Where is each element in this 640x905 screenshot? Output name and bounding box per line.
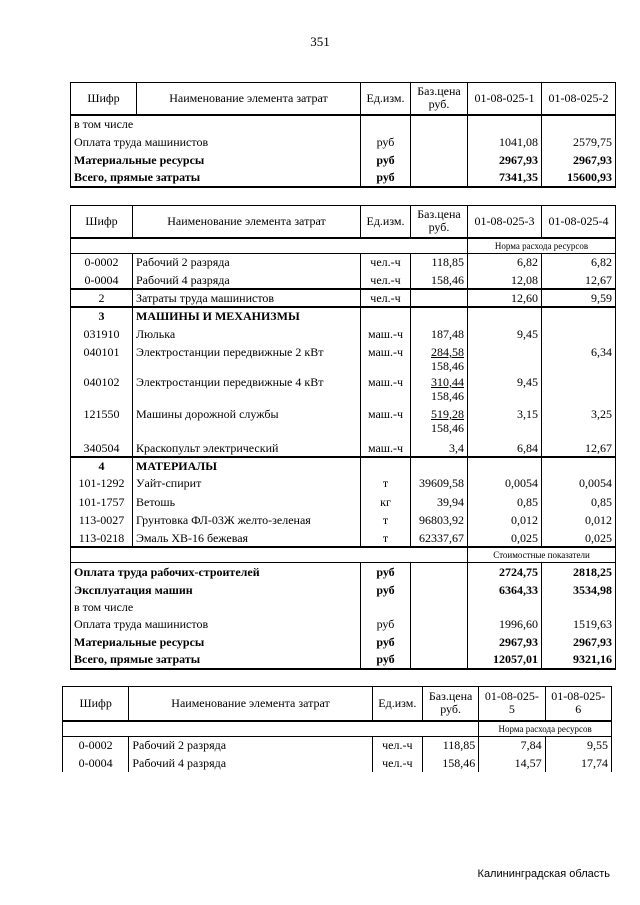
header-col-2: 01-08-025-2 [542, 83, 616, 115]
row-unit: кг [361, 493, 411, 511]
total-name: Оплата труда машинистов [71, 615, 361, 633]
total-row [71, 599, 616, 615]
norm-label: Норма расхода ресурсов [479, 721, 612, 737]
row-value-2: 6,34 [542, 345, 616, 375]
row-name: в том числе [71, 115, 361, 133]
row-name: Рабочий 4 разряда [133, 271, 361, 289]
price-primary: 310,44 [431, 375, 464, 389]
row-unit: чел.-ч [372, 736, 422, 754]
norm-label-row [63, 721, 612, 737]
row-unit: чел.-ч [361, 289, 411, 307]
table-row [71, 253, 616, 271]
row-value-1: 14,57 [479, 754, 545, 772]
row-value-2: 12,67 [542, 439, 616, 457]
total-value-2 [542, 599, 616, 615]
row-price: 118,85 [411, 253, 468, 271]
row-price [411, 375, 468, 407]
section-header-row [71, 307, 616, 323]
header-price: Баз.цена руб. [422, 687, 478, 721]
row-value-1: 1041,08 [468, 133, 542, 151]
row-price: 96803,92 [411, 511, 468, 529]
header-unit: Ед.изм. [361, 83, 411, 115]
row-value-1: 6,82 [468, 253, 542, 271]
row-unit: т [361, 473, 411, 493]
row-code: 121550 [71, 407, 133, 439]
table-row [71, 375, 616, 407]
row-unit: маш.-ч [361, 323, 411, 345]
row-unit: руб [361, 169, 411, 187]
row-unit: чел.-ч [372, 754, 422, 772]
row-code: 2 [71, 289, 133, 307]
table-row [71, 115, 616, 133]
row-unit: чел.-ч [361, 271, 411, 289]
header-price: Баз.цена руб. [411, 206, 468, 238]
table-header-row [63, 687, 612, 721]
row-value-2: 3,25 [542, 407, 616, 439]
row-code: 101-1292 [71, 473, 133, 493]
row-unit: руб [361, 133, 411, 151]
row-name: Эмаль ХВ-16 бежевая [133, 529, 361, 547]
cost-label: Стоимостные показатели [468, 547, 616, 563]
total-row [71, 563, 616, 581]
total-value-2: 2818,25 [542, 563, 616, 581]
header-col-4: 01-08-025-4 [542, 206, 616, 238]
total-unit [361, 599, 411, 615]
row-price [411, 407, 468, 439]
total-unit: руб [361, 563, 411, 581]
row-name: Машины дорожной службы [133, 407, 361, 439]
row-code: 040101 [71, 345, 133, 375]
row-price: 158,46 [422, 754, 478, 772]
header-price: Баз.цена руб. [411, 83, 468, 115]
row-name: Электростанции передвижные 2 кВт [133, 345, 361, 375]
total-row [71, 633, 616, 651]
total-unit: руб [361, 615, 411, 633]
section-header-row [71, 457, 616, 473]
row-value-2: 2579,75 [542, 133, 616, 151]
table-row [71, 151, 616, 169]
row-name: Ветошь [133, 493, 361, 511]
total-unit: руб [361, 633, 411, 651]
row-value-1: 12,60 [468, 289, 542, 307]
row-value-1: 0,012 [468, 511, 542, 529]
total-name: Эксплуатация машин [71, 581, 361, 599]
row-value-2: 0,012 [542, 511, 616, 529]
row-unit: маш.-ч [361, 407, 411, 439]
total-name: в том числе [71, 599, 361, 615]
row-value-1: 12,08 [468, 271, 542, 289]
row-name: Затраты труда машинистов [133, 289, 361, 307]
price-primary: 519,28 [431, 407, 464, 421]
header-unit: Ед.изм. [361, 206, 411, 238]
total-value-2: 1519,63 [542, 615, 616, 633]
footer-region-label: Калининградская область [477, 868, 610, 880]
row-value-2: 2967,93 [542, 151, 616, 169]
header-code: Шифр [71, 206, 133, 238]
row-unit: маш.-ч [361, 375, 411, 407]
row-name: Оплата труда машинистов [71, 133, 361, 151]
total-value-2: 9321,16 [542, 651, 616, 669]
row-value-2: 9,55 [545, 736, 611, 754]
row-value-2 [542, 323, 616, 345]
total-row [71, 581, 616, 599]
total-value-1: 2967,93 [468, 633, 542, 651]
row-code: 113-0027 [71, 511, 133, 529]
header-name: Наименование элемента затрат [129, 687, 372, 721]
row-price: 62337,67 [411, 529, 468, 547]
row-price: 158,46 [411, 271, 468, 289]
header-col-3: 01-08-025-3 [468, 206, 542, 238]
row-value-1: 7341,35 [468, 169, 542, 187]
table-header-row [71, 83, 616, 115]
section-code: 3 [71, 307, 133, 323]
section-title: МАШИНЫ И МЕХАНИЗМЫ [133, 307, 361, 323]
page-number: 351 [310, 34, 330, 49]
table-row [71, 345, 616, 375]
table-row [71, 473, 616, 493]
cost-table-1 [70, 82, 616, 188]
total-value-1: 6364,33 [468, 581, 542, 599]
row-value-1: 6,84 [468, 439, 542, 457]
table-row [63, 754, 612, 772]
table-header-row [71, 206, 616, 238]
header-code: Шифр [63, 687, 129, 721]
row-value-1 [468, 115, 542, 133]
price-secondary: 158,46 [431, 421, 464, 435]
table-row [71, 407, 616, 439]
row-value-2: 0,025 [542, 529, 616, 547]
row-name: Рабочий 4 разряда [129, 754, 372, 772]
price-secondary: 158,46 [431, 389, 464, 403]
header-col-5: 01-08-025-5 [479, 687, 545, 721]
total-value-2: 2967,93 [542, 633, 616, 651]
row-name: Грунтовка ФЛ-03Ж желто-зеленая [133, 511, 361, 529]
price-primary: 284,58 [431, 345, 464, 359]
total-unit: руб [361, 651, 411, 669]
norm-label-row [71, 238, 616, 254]
header-col-6: 01-08-025-6 [545, 687, 611, 721]
header-unit: Ед.изм. [372, 687, 422, 721]
row-name: Электростанции передвижные 4 кВт [133, 375, 361, 407]
row-code: 340504 [71, 439, 133, 457]
row-value-1: 3,15 [468, 407, 542, 439]
row-unit: руб [361, 151, 411, 169]
table-row [71, 323, 616, 345]
row-code: 101-1757 [71, 493, 133, 511]
row-name: Люлька [133, 323, 361, 345]
total-name: Оплата труда рабочих-строителей [71, 563, 361, 581]
total-name: Материальные ресурсы [71, 633, 361, 651]
section-title: МАТЕРИАЛЫ [133, 457, 361, 473]
row-price [411, 345, 468, 375]
row-unit [361, 115, 411, 133]
row-value-1: 0,0054 [468, 473, 542, 493]
row-value-1: 2967,93 [468, 151, 542, 169]
row-unit: чел.-ч [361, 253, 411, 271]
table-row [71, 169, 616, 187]
table-row [71, 529, 616, 547]
row-price: 3,4 [411, 439, 468, 457]
table-row [71, 289, 616, 307]
section-code: 4 [71, 457, 133, 473]
row-unit: т [361, 511, 411, 529]
table-row [71, 133, 616, 151]
total-value-1: 2724,75 [468, 563, 542, 581]
row-name: Материальные ресурсы [71, 151, 361, 169]
row-name: Рабочий 2 разряда [129, 736, 372, 754]
table-row [71, 493, 616, 511]
row-value-2: 0,0054 [542, 473, 616, 493]
row-unit: т [361, 529, 411, 547]
row-value-2: 15600,93 [542, 169, 616, 187]
row-value-2 [542, 375, 616, 407]
row-code: 0-0002 [71, 253, 133, 271]
row-price: 187,48 [411, 323, 468, 345]
norm-label: Норма расхода ресурсов [468, 238, 616, 254]
cost-label-row [71, 547, 616, 563]
total-value-1: 12057,01 [468, 651, 542, 669]
row-code: 031910 [71, 323, 133, 345]
row-value-1: 0,025 [468, 529, 542, 547]
row-value-1: 9,45 [468, 375, 542, 407]
header-col-1: 01-08-025-1 [468, 83, 542, 115]
row-code: 0-0004 [63, 754, 129, 772]
table-row [71, 511, 616, 529]
row-code: 113-0218 [71, 529, 133, 547]
table-row [63, 736, 612, 754]
row-value-1: 9,45 [468, 323, 542, 345]
row-value-1 [468, 345, 542, 375]
total-row [71, 615, 616, 633]
total-row [71, 651, 616, 669]
row-value-2: 12,67 [542, 271, 616, 289]
row-value-2: 0,85 [542, 493, 616, 511]
cost-table-2 [70, 205, 616, 670]
row-value-1: 7,84 [479, 736, 545, 754]
row-name: Всего, прямые затраты [71, 169, 361, 187]
row-price: 118,85 [422, 736, 478, 754]
total-value-1 [468, 599, 542, 615]
row-price: 39609,58 [411, 473, 468, 493]
header-name: Наименование элемента затрат [137, 83, 361, 115]
total-value-1: 1996,60 [468, 615, 542, 633]
total-value-2: 3534,98 [542, 581, 616, 599]
row-code: 0-0004 [71, 271, 133, 289]
row-name: Краскопульт электрический [133, 439, 361, 457]
row-price: 39,94 [411, 493, 468, 511]
row-value-2: 17,74 [545, 754, 611, 772]
total-unit: руб [361, 581, 411, 599]
cost-table-3 [62, 686, 612, 772]
total-name: Всего, прямые затраты [71, 651, 361, 669]
row-unit: маш.-ч [361, 439, 411, 457]
price-secondary: 158,46 [431, 359, 464, 373]
header-name: Наименование элемента затрат [133, 206, 361, 238]
row-value-2: 9,59 [542, 289, 616, 307]
row-name: Рабочий 2 разряда [133, 253, 361, 271]
table-row [71, 271, 616, 289]
header-code: Шифр [71, 83, 137, 115]
row-code: 040102 [71, 375, 133, 407]
row-code: 0-0002 [63, 736, 129, 754]
row-value-1: 0,85 [468, 493, 542, 511]
row-name: Уайт-спирит [133, 473, 361, 493]
row-value-2 [542, 115, 616, 133]
row-unit: маш.-ч [361, 345, 411, 375]
row-value-2: 6,82 [542, 253, 616, 271]
table-row [71, 439, 616, 457]
